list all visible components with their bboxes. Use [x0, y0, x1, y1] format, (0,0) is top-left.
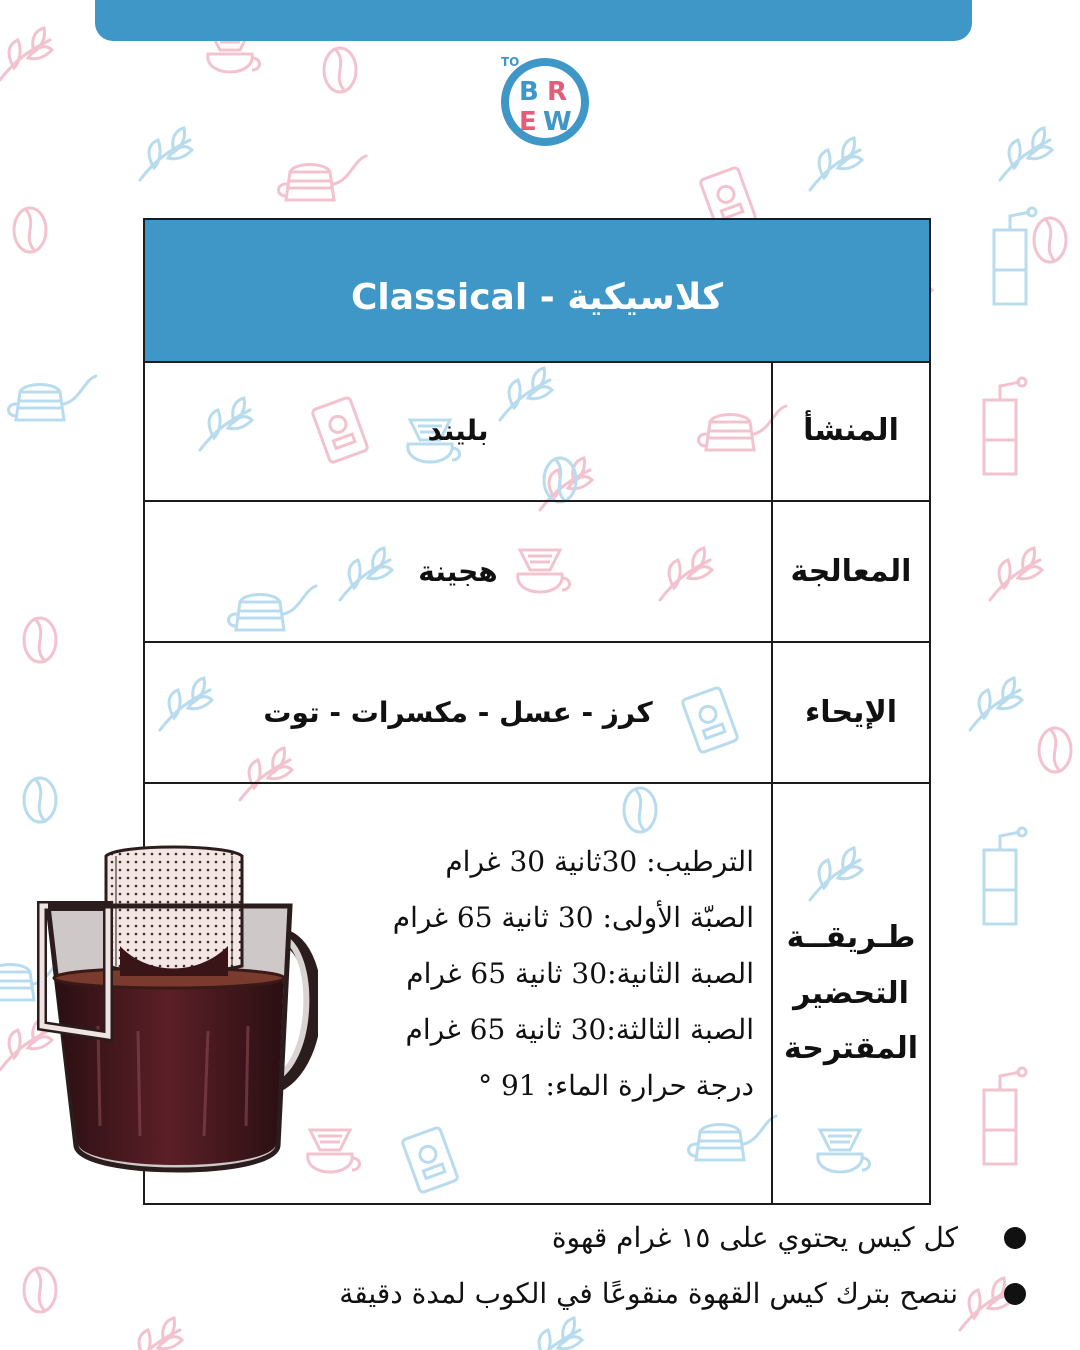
brew-step: الصبة الثانية:30 ثانية 65 غرام: [406, 957, 754, 990]
notes-list: [339, 1210, 958, 1322]
processing-label: المعالجة: [771, 502, 929, 641]
svg-text:E: E: [519, 107, 537, 137]
brew-step: الصبّة الأولى: 30 ثانية 65 غرام: [392, 901, 754, 934]
note-text: ننصح بترك كيس القهوة منقوعًا في الكوب لمدة دقيقة: [339, 1277, 958, 1310]
brand-logo: [497, 52, 593, 148]
tasting-notes-label: الإيحاء: [771, 643, 929, 782]
brew-step: الصبة الثالثة:30 ثانية 65 غرام: [405, 1013, 754, 1046]
list-item: [339, 1266, 958, 1322]
svg-text:R: R: [547, 77, 568, 107]
brew-step: الترطيب: 30ثانية 30 غرام: [445, 845, 754, 878]
tasting-notes-value: كرز - عسل - مكسرات - توت: [263, 696, 653, 729]
bullet-icon: [1004, 1227, 1026, 1249]
processing-value: هجينة: [418, 555, 498, 588]
row-processing: [145, 502, 929, 643]
row-notes: [145, 643, 929, 784]
brew-step: درجة حرارة الماء: 91 °: [478, 1069, 754, 1102]
brew-method-label: [771, 784, 929, 1203]
bullet-icon: [1004, 1283, 1026, 1305]
svg-text:W: W: [543, 107, 572, 137]
top-banner: [95, 0, 972, 41]
brew-method-label-line: طـريقــة: [786, 920, 916, 956]
row-origin: [145, 361, 929, 502]
card-header: [145, 220, 929, 363]
svg-text:B: B: [519, 77, 539, 107]
drip-bag-cup-illustration: [28, 826, 318, 1196]
brew-method-label-line: المقترحة: [784, 1031, 918, 1067]
brew-steps: [393, 834, 754, 1114]
svg-text:TO: TO: [501, 55, 520, 69]
origin-value: بليند: [427, 414, 489, 447]
note-text: كل كيس يحتوي على ١٥ غرام قهوة: [551, 1221, 958, 1254]
list-item: [339, 1210, 958, 1266]
origin-label: المنشأ: [771, 361, 929, 500]
brew-method-label-line: التحضير: [793, 975, 909, 1011]
card-title: Classical - كلاسيكية: [350, 277, 724, 318]
